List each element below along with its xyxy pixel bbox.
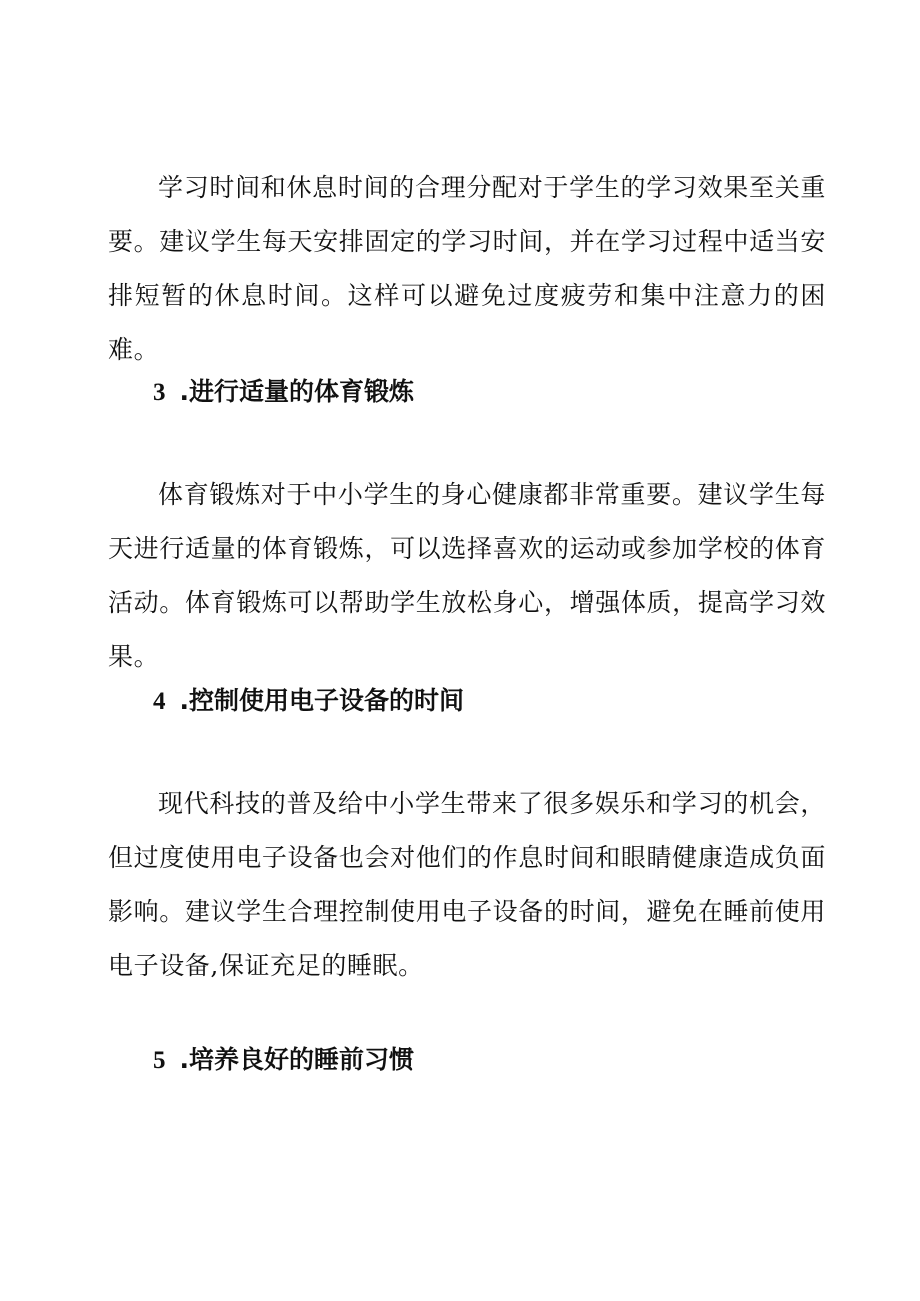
section-heading-4 [153,684,464,719]
paragraph-electronic-devices: 现代科技的普及给中小学生带来了很多娱乐和学习的机会，但过度使用电子设备也会对他们的作息时间和眼睛健康造成负面影响。建议学生合理控制使用电子设备的时间，避免在睡前使用电子设备,保证充足的睡眠。 [108,789,826,980]
paragraph-study-rest-time: 学习时间和休息时间的合理分配对于学生的学习效果至关重要。建议学生每天安排固定的学习时间，并在学习过程中适当安排短暂的休息时间。这样可以避免过度疲劳和集中注意力的困难。 [108,173,826,364]
section-title-4: .控制使用电子设备的时间 [179,686,464,715]
section-number-4: 4 [153,688,166,715]
section-heading-5 [153,1043,414,1078]
section-title-5: .培养良好的睡前习惯 [179,1045,414,1074]
section-title-3: .进行适量的体育锻炼 [179,377,414,406]
section-number-3: 3 [153,379,166,406]
paragraph-physical-exercise: 体育锻炼对于中小学生的身心健康都非常重要。建议学生每天进行适量的体育锻炼，可以选择喜欢的运动或参加学校的体育活动。体育锻炼可以帮助学生放松身心，增强体质，提高学习效果。 [108,480,826,671]
section-number-5: 5 [153,1047,166,1074]
section-heading-3 [153,375,414,410]
